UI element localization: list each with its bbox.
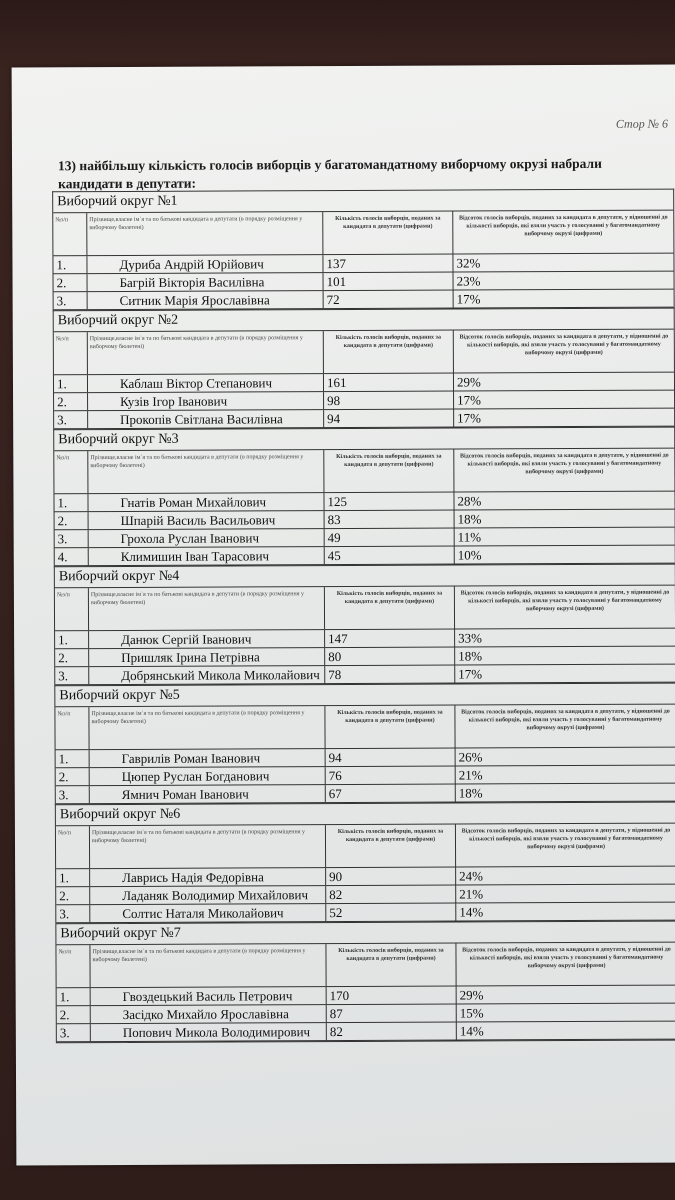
vote-percent: 21%: [459, 886, 484, 902]
vote-count: 147: [325, 630, 455, 648]
vote-percent: 14%: [459, 904, 484, 920]
header-percent: Відсоток голосів виборців, поданих за кандидата в депутати, у відношенні до кількості виборців, які взяли участь у голосуванні у багатомандатному виборчому окрузі (цифрами): [460, 589, 670, 613]
header-percent: Відсоток голосів виборців, поданих за кандидата в депутати, у відношенні до кількості виборців, які взяли участь у голосуванні у багатомандатному виборчому окрузі (цифрами): [461, 708, 670, 732]
header-number: №з/п: [56, 826, 90, 868]
vote-count: 80: [325, 648, 455, 666]
district-title: Виборчий округ №6: [56, 803, 675, 827]
row-number: 2.: [56, 768, 90, 785]
district-table: [52, 189, 675, 311]
vote-percent: 18%: [458, 785, 483, 801]
row-number: 2.: [54, 274, 88, 291]
header-votes: Кількість голосів виборців, поданих за кандидата в депутати (цифрами): [324, 450, 454, 493]
district-title: Виборчий округ №3: [54, 428, 674, 452]
vote-percent: 26%: [458, 749, 483, 765]
vote-count: 76: [326, 767, 456, 785]
district-table: [55, 802, 675, 924]
vote-count: 101: [324, 273, 454, 291]
row-number: 2.: [56, 887, 90, 904]
row-number: 1.: [54, 494, 88, 511]
vote-percent: 17%: [457, 392, 481, 408]
vote-percent: 15%: [459, 1005, 484, 1021]
vote-percent: 17%: [456, 291, 481, 307]
header-number: №з/п: [54, 332, 88, 374]
header-number: №з/п: [53, 213, 87, 255]
vote-percent: 17%: [458, 666, 483, 682]
candidate-name: Засідко Михайло Ярославівна: [91, 1005, 327, 1023]
candidate-name: Шпарій Василь Васильович: [89, 511, 325, 529]
vote-percent: 28%: [457, 493, 482, 509]
header-percent: Відсоток голосів виборців, поданих за кандидата в депутати, у відношенні до кількості виборців, які взяли участь у голосуванні у багатомандатному виборчому окрузі (цифрами): [459, 452, 669, 476]
candidate-name: Каблаш Віктор Степанович: [88, 374, 324, 392]
district-title: Виборчий округ №2: [54, 309, 674, 333]
candidate-name: Пришляк Ірина Петрівна: [89, 648, 325, 666]
district-table: [54, 564, 675, 686]
vote-percent: 29%: [459, 987, 484, 1003]
header-name: Прізвище,власне ім`я та по батькові кандидата в депутати (в порядку розміщення у виборчому бюлетені): [90, 944, 326, 987]
document-page: [12, 65, 675, 1166]
candidate-name: Попович Микола Володимирович: [91, 1023, 327, 1041]
header-percent: Відсоток голосів виборців, поданих за кандидата в депутати, у відношенні до кількості виборців, які взяли участь у голосуванні у багатомандатному виборчому окрузі (цифрами): [459, 333, 669, 357]
vote-percent: 11%: [457, 529, 482, 545]
row-number: 3.: [56, 905, 90, 922]
page-number: Стор № 6: [615, 116, 669, 131]
vote-count: 87: [327, 1005, 457, 1023]
row-number: 1.: [56, 750, 90, 767]
vote-count: 98: [324, 392, 454, 410]
table-header: [56, 943, 675, 989]
table-header: [54, 449, 674, 495]
row-number: 1.: [55, 631, 89, 648]
vote-percent: 18%: [458, 648, 483, 664]
vote-count: 82: [326, 886, 456, 904]
vote-percent: 32%: [456, 255, 481, 271]
candidate-name: Добрянський Микола Миколайович: [89, 666, 325, 684]
district-title: Виборчий округ №1: [53, 190, 673, 214]
header-name: Прізвище,власне ім`я та по батькові кандидата в депутати (в порядку розміщення у виборчому бюлетені): [88, 450, 324, 493]
vote-count: 125: [324, 493, 454, 511]
header-name: Прізвище,власне ім`я та по батькові кандидата в депутати (в порядку розміщення у виборчому бюлетені): [88, 331, 324, 374]
vote-count: 83: [325, 511, 455, 529]
table-row: [57, 1022, 675, 1043]
candidate-name: Грохола Руслан Іванович: [89, 529, 325, 547]
table-header: [55, 705, 675, 751]
row-number: 3.: [56, 786, 90, 803]
vote-percent: 17%: [457, 410, 482, 426]
row-number: 1.: [54, 375, 88, 392]
candidate-name: Климишин Іван Тарасович: [89, 547, 325, 565]
vote-percent: 21%: [458, 767, 483, 783]
district-table: [55, 921, 675, 1044]
table-header: [53, 211, 673, 257]
header-name: Прізвище,власне ім`я та по батькові кандидата в депутати (в порядку розміщення у виборчому бюлетені): [87, 212, 323, 255]
candidate-name: Багрій Вікторія Василівна: [88, 273, 324, 291]
header-name: Прізвище,власне ім`я та по батькові кандидата в депутати (в порядку розміщення у виборчому бюлетені): [89, 587, 325, 630]
row-number: 3.: [55, 530, 89, 547]
row-number: 2.: [57, 1006, 91, 1023]
header-number: №з/п: [54, 451, 88, 493]
vote-percent: 10%: [457, 547, 482, 563]
header-percent: Відсоток голосів виборців, поданих за кандидата в депутати, у відношенні до кількості виборців, які взяли участь у голосуванні у багатомандатному виборчому окрузі (цифрами): [462, 946, 671, 970]
vote-count: 137: [323, 255, 453, 273]
candidate-name: Гнатів Роман Михайлович: [88, 493, 324, 511]
vote-count: 78: [325, 666, 455, 684]
vote-count: 90: [326, 868, 456, 886]
district-title: Виборчий округ №5: [55, 684, 675, 708]
header-votes: Кількість голосів виборців, поданих за кандидата в депутати (цифрами): [326, 825, 456, 868]
vote-count: 52: [326, 904, 456, 922]
header-number: №з/п: [55, 707, 89, 749]
district-title: Виборчий округ №7: [56, 922, 675, 946]
header-percent: Відсоток голосів виборців, поданих за кандидата в депутати, у відношенні до кількості виборців, які взяли участь у голосуванні у багатомандатному виборчому окрузі (цифрами): [458, 214, 668, 238]
candidate-name: Ямнич Роман Іванович: [90, 785, 326, 803]
vote-percent: 23%: [456, 273, 481, 289]
vote-count: 72: [324, 291, 454, 309]
district-table: [53, 308, 675, 430]
candidate-name: Кузів Ігор Іванович: [88, 392, 324, 410]
row-number: 3.: [57, 1024, 91, 1041]
vote-count: 45: [325, 547, 455, 565]
header-votes: Кількість голосів виборців, поданих за кандидата в депутати (цифрами): [323, 212, 453, 255]
vote-percent: 14%: [459, 1023, 484, 1039]
vote-count: 67: [326, 785, 456, 803]
header-name: Прізвище,власне ім`я та по батькові кандидата в депутати (в порядку розміщення у виборчому бюлетені): [90, 825, 326, 868]
row-number: 2.: [55, 649, 89, 666]
row-number: 2.: [54, 393, 88, 410]
district-table: [53, 427, 675, 567]
candidate-name: Цюпер Руслан Богданович: [90, 767, 326, 785]
section-heading: 13) найбільшу кількість голосів виборців у багатомандатному виборчому окрузі набрали кандидати в депутати:: [58, 155, 602, 192]
header-votes: Кількість голосів виборців, поданих за кандидата в депутати (цифрами): [325, 706, 455, 749]
row-number: 1.: [57, 988, 91, 1005]
row-number: 4.: [55, 548, 89, 565]
candidate-name: Данюк Сергій Іванович: [89, 630, 325, 648]
row-number: 1.: [53, 256, 87, 273]
candidate-name: Дуриба Андрій Юрійович: [87, 255, 323, 273]
header-votes: Кількість голосів виборців, поданих за кандидата в депутати (цифрами): [326, 944, 456, 987]
header-number: №з/п: [55, 588, 89, 630]
table-header: [54, 330, 674, 376]
candidate-name: Гаврилів Роман Іванович: [90, 749, 326, 767]
row-number: 3.: [54, 292, 88, 309]
district-title: Виборчий округ №4: [55, 565, 675, 589]
table-header: [56, 824, 675, 870]
row-number: 2.: [55, 512, 89, 529]
vote-count: 82: [327, 1023, 457, 1041]
results-tables: [52, 189, 675, 1044]
header-votes: Кількість голосів виборців, поданих за кандидата в депутати (цифрами): [324, 331, 454, 374]
candidate-name: Прокопів Світлана Василівна: [88, 410, 324, 428]
vote-count: 94: [324, 410, 454, 428]
row-number: 3.: [55, 667, 89, 684]
district-table: [54, 683, 675, 805]
header-number: №з/п: [56, 945, 90, 987]
header-votes: Кількість голосів виборців, поданих за кандидата в депутати (цифрами): [325, 587, 455, 630]
vote-count: 49: [325, 529, 455, 547]
table-header: [55, 586, 675, 632]
vote-percent: 18%: [457, 511, 482, 527]
row-number: 1.: [56, 869, 90, 886]
vote-percent: 29%: [456, 374, 481, 390]
candidate-name: Ситник Марія Ярославівна: [88, 291, 324, 309]
header-name: Прізвище,власне ім`я та по батькові кандидата в депутати (в порядку розміщення у виборчому бюлетені): [89, 706, 325, 749]
vote-count: 94: [326, 749, 456, 767]
vote-percent: 33%: [458, 630, 482, 646]
candidate-name: Солтис Наталя Миколайович: [90, 904, 326, 922]
candidate-name: Гвоздецький Василь Петрович: [91, 987, 327, 1005]
row-number: 3.: [54, 411, 88, 428]
candidate-name: Ладаняк Володимир Михайлович: [90, 886, 326, 904]
vote-percent: 24%: [459, 868, 484, 884]
vote-count: 170: [327, 987, 457, 1005]
candidate-name: Лаврись Надія Федорівна: [90, 868, 326, 886]
header-percent: Відсоток голосів виборців, поданих за кандидата в депутати, у відношенні до кількості виборців, які взяли участь у голосуванні у багатомандатному виборчому окрузі (цифрами): [461, 827, 671, 851]
vote-count: 161: [324, 374, 454, 392]
